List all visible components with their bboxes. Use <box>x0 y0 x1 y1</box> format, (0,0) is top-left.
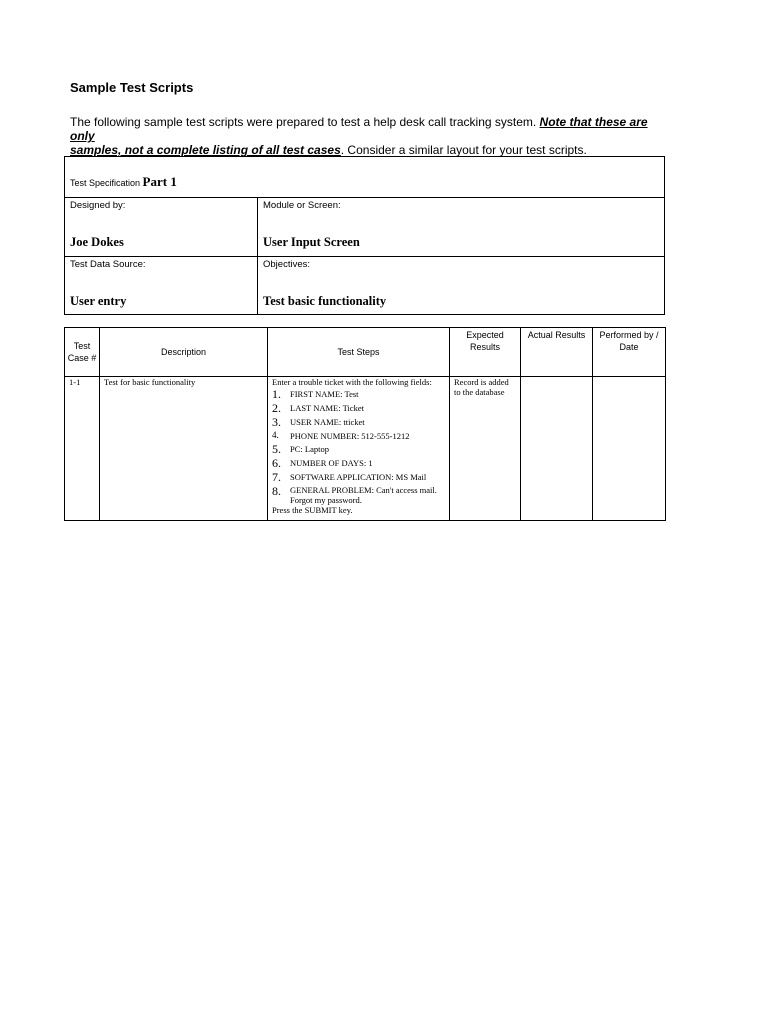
data-source-value: User entry <box>70 294 127 308</box>
step-text: USER NAME: tticket <box>290 417 365 427</box>
step-number: 8. <box>272 484 281 498</box>
step-text: FIRST NAME: Test <box>290 389 359 399</box>
spec-row-designer <box>65 198 664 257</box>
step-number: 3. <box>272 415 281 429</box>
step-text: GENERAL PROBLEM: Can't access mail. Forgot my password. <box>290 485 437 505</box>
header-description: Description <box>100 328 268 377</box>
table-header-row <box>65 328 666 377</box>
page-title: Sample Test Scripts <box>70 80 194 95</box>
cell-expected-results: Record is added to the database <box>450 377 521 521</box>
step-text: SOFTWARE APPLICATION: MS Mail <box>290 472 427 482</box>
spec-value: Part 1 <box>142 174 177 189</box>
module-value: User Input Screen <box>263 235 360 249</box>
step-number: 6. <box>272 456 281 470</box>
step-number: 1. <box>272 387 281 401</box>
step-number: 5. <box>272 442 281 456</box>
intro-text: The following sample test scripts were prepared to test a help desk call tracking system. <box>70 115 540 129</box>
steps-intro: Enter a trouble ticket with the following fields: <box>272 377 432 387</box>
module-label: Module or Screen: <box>263 200 341 211</box>
test-specification-box <box>64 156 665 315</box>
step-number: 7. <box>272 470 281 484</box>
cell-description: Test for basic functionality <box>100 377 268 521</box>
step-item <box>272 416 445 429</box>
step-number: 2. <box>272 401 281 415</box>
spec-label-text: Test Specification <box>70 178 143 188</box>
objectives-cell <box>258 257 664 314</box>
spec-label <box>70 174 177 190</box>
cell-actual-results <box>521 377 593 521</box>
intro-note-1: Note that these are only <box>70 115 648 143</box>
designed-by-value: Joe Dokes <box>70 235 124 249</box>
step-item <box>272 485 445 505</box>
header-performed-by: Performed by / Date <box>593 328 666 377</box>
header-expected-results: Expected Results <box>450 328 521 377</box>
designed-by-label: Designed by: <box>70 200 126 211</box>
spec-row-source <box>65 257 664 314</box>
cell-case-number: 1-1 <box>65 377 100 521</box>
steps-end: Press the SUBMIT key. <box>272 505 353 515</box>
spec-header-row <box>65 157 664 198</box>
step-item <box>272 388 445 401</box>
step-item <box>272 402 445 415</box>
designed-by-cell <box>65 198 258 256</box>
module-cell <box>258 198 664 256</box>
intro-paragraph <box>70 115 670 157</box>
intro-text-after: . Consider a similar layout for your test scripts. <box>340 143 587 157</box>
step-item <box>272 443 445 456</box>
step-text: NUMBER OF DAYS: 1 <box>290 458 373 468</box>
step-number: 4. <box>272 430 279 440</box>
objectives-value: Test basic functionality <box>263 294 387 308</box>
steps-list <box>272 388 445 505</box>
cell-performed-by <box>593 377 666 521</box>
step-item <box>272 430 445 442</box>
step-text: PC: Laptop <box>290 444 329 454</box>
header-test-case: Test Case # <box>65 328 100 377</box>
step-text: PHONE NUMBER: 512-555-1212 <box>290 431 410 441</box>
intro-note-2: samples, not a complete listing of all test cases <box>70 143 341 157</box>
table-row <box>65 377 666 521</box>
header-actual-results: Actual Results <box>521 328 593 377</box>
step-item <box>272 471 445 484</box>
objectives-label: Objectives: <box>263 259 310 270</box>
data-source-cell <box>65 257 258 314</box>
test-cases-table <box>64 327 666 521</box>
cell-test-steps <box>268 377 450 521</box>
data-source-label: Test Data Source: <box>70 259 146 270</box>
header-test-steps: Test Steps <box>268 328 450 377</box>
step-text: LAST NAME: Ticket <box>290 403 364 413</box>
step-item <box>272 457 445 470</box>
